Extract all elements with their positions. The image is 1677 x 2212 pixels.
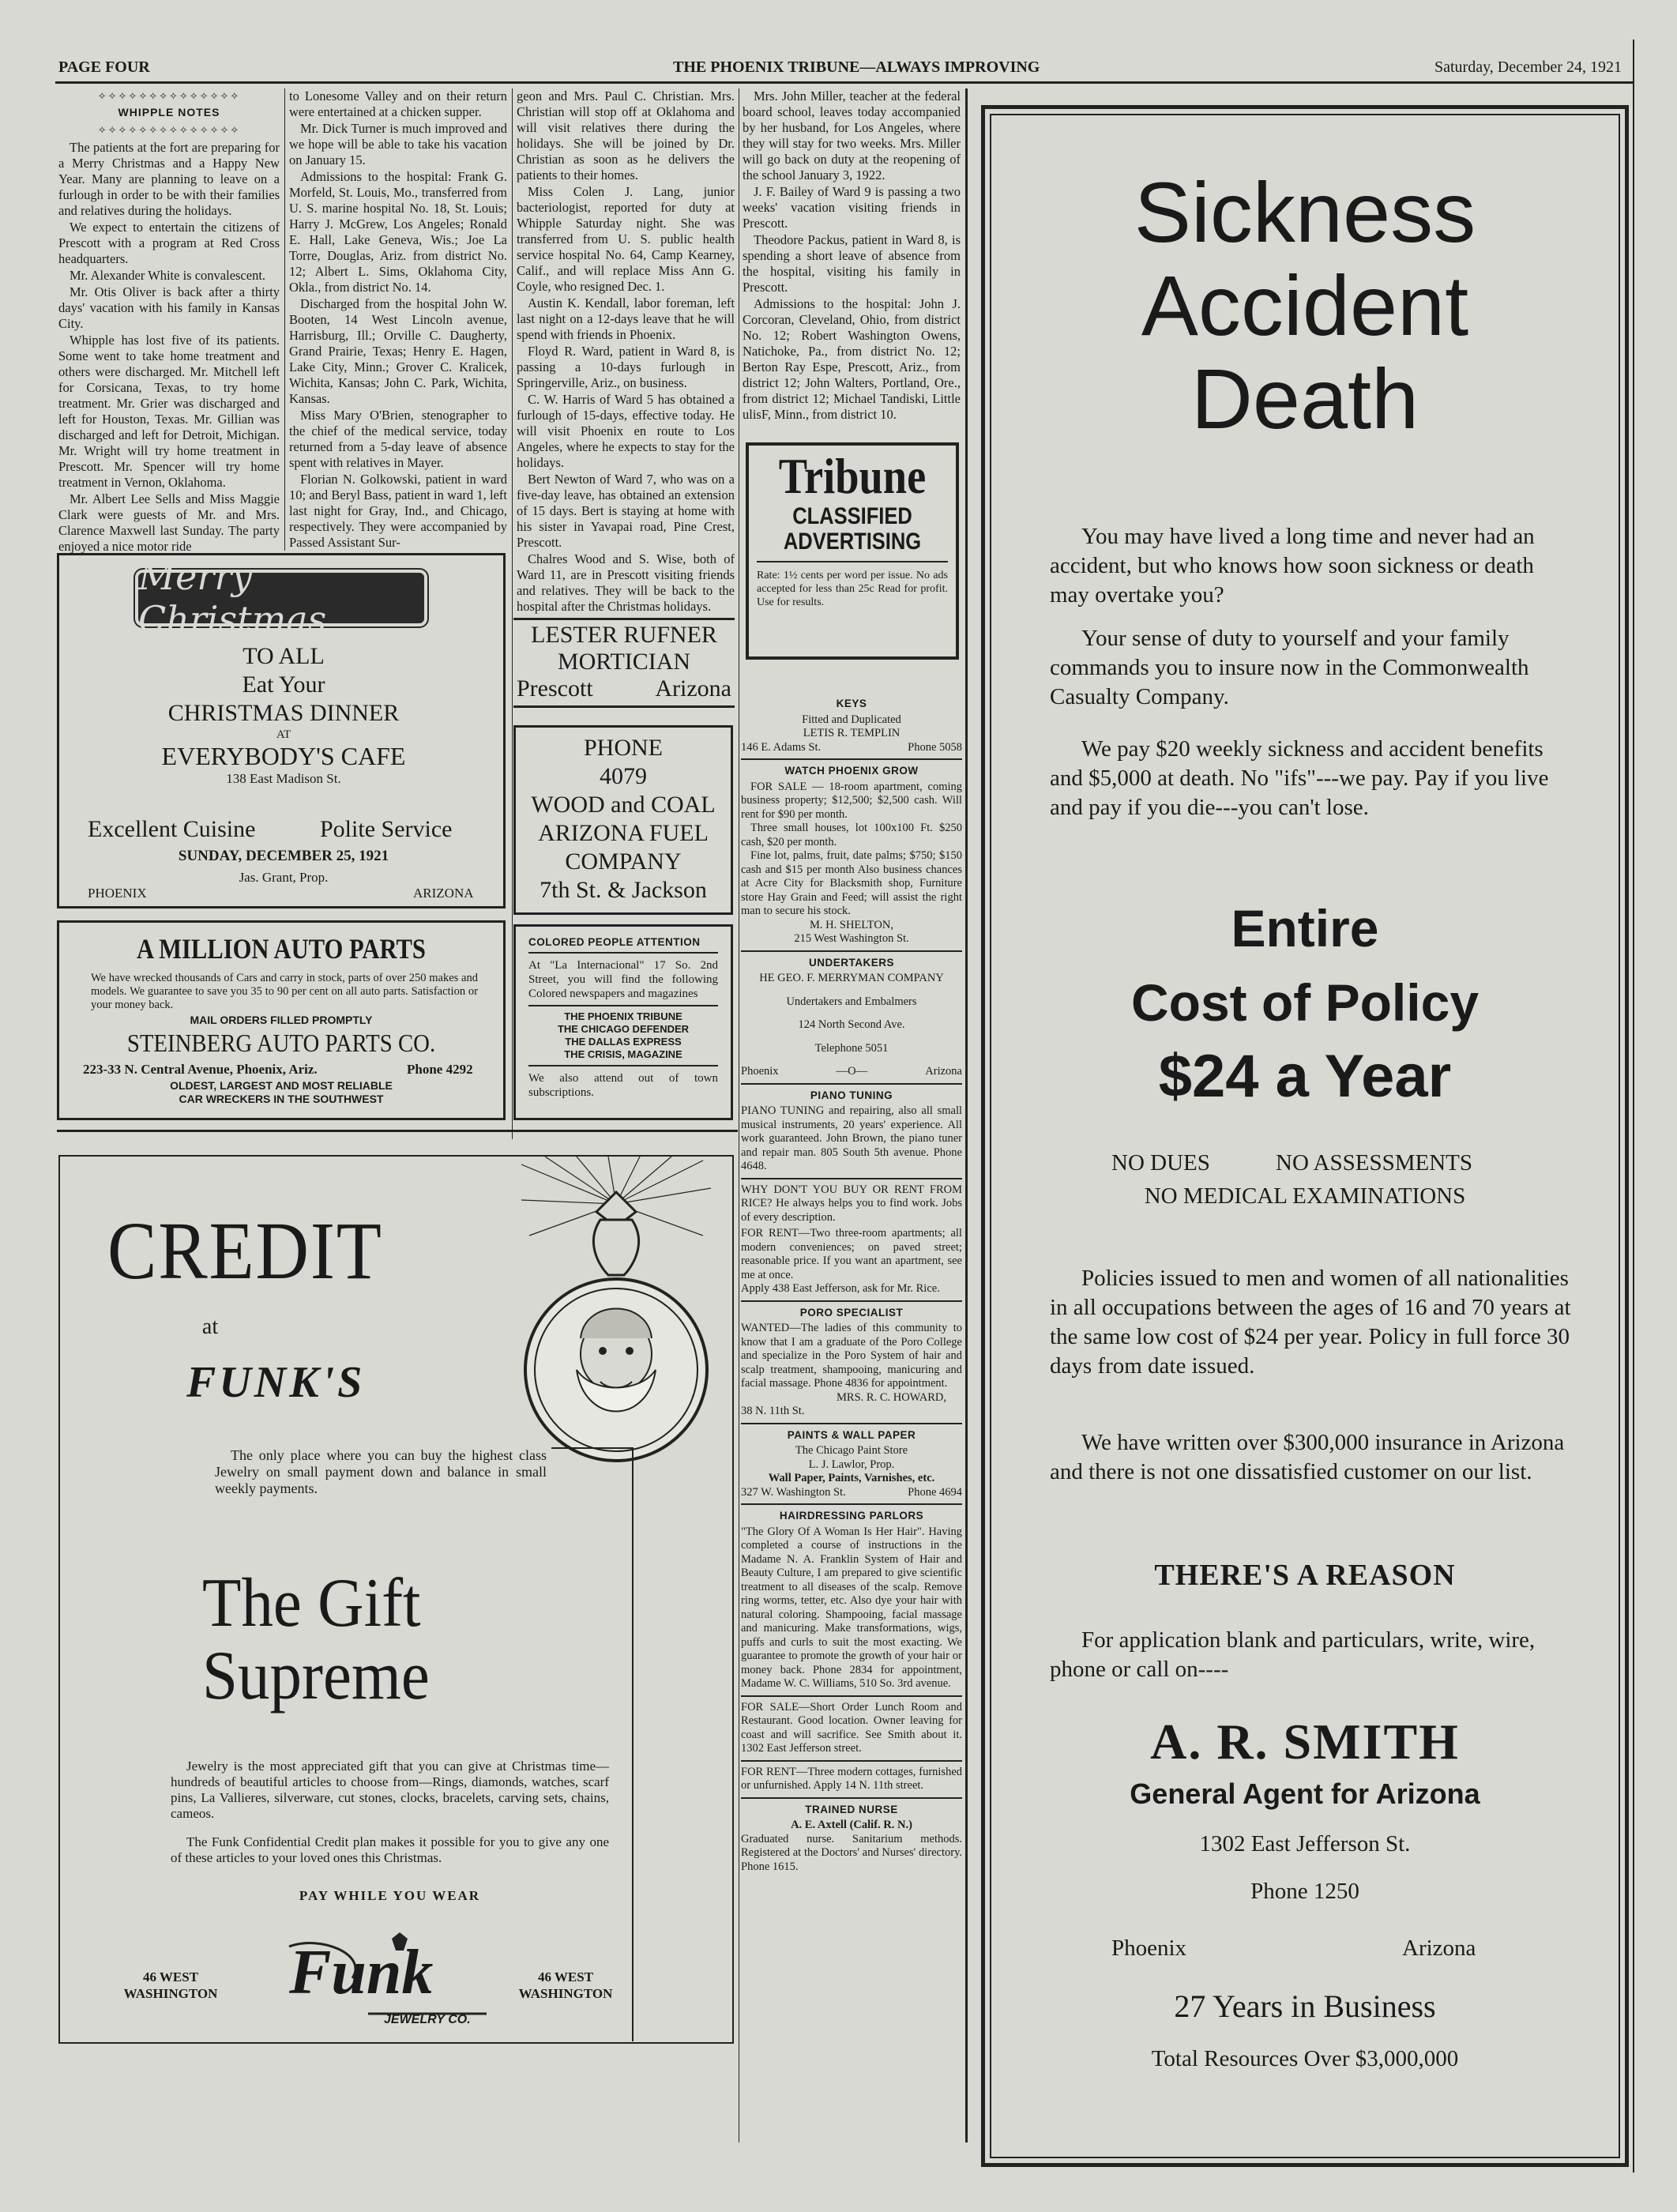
- column-rule: [284, 88, 285, 551]
- classified-rule: [757, 561, 948, 562]
- classified-divider: [741, 950, 962, 952]
- whipple-para: Mr. Dick Turner is much improved and we hope will be able to take his vacation on January 15.: [289, 121, 507, 167]
- classified-divider: [741, 1760, 962, 1762]
- keys-addr: 146 E. Adams St.: [741, 740, 822, 754]
- funk-address: 46 WEST: [142, 1969, 199, 1984]
- whipple-para: Austin K. Kendall, labor foreman, left last night on a 12-days leave that he will spend with friends in Phoenix.: [517, 295, 735, 342]
- agent-address: 1302 East Jefferson St.: [1199, 1831, 1411, 1856]
- colored-title: COLORED PEOPLE ATTENTION: [528, 936, 701, 948]
- watch-para: Three small houses, lot 100x100 Ft. $250 cash, $20 per month.: [741, 822, 962, 848]
- paper-title: THE PHOENIX TRIBUNE—ALWAYS IMPROVING: [673, 58, 1040, 76]
- auto-body: We have wrecked thousands of Cars and carry in stock, parts of over 250 makes and models. We guarantee to save you 35 to 90 per cent on all auto parts. Satisfaction or your money back.: [91, 972, 478, 1011]
- gift-heading-1: The Gift: [202, 1565, 421, 1642]
- classified-divider: [741, 1695, 962, 1697]
- santa-ornament-illustration: [521, 1157, 711, 1488]
- whipple-para: Mrs. John Miller, teacher at the federal board school, leaves today accompanied by her husband, for Los Angeles, where they will stay for two weeks. Mrs. Miller will go back on duty at the reopening of the school January 3, 1922.: [743, 88, 961, 182]
- headline-sickness: Sickness: [1134, 164, 1476, 260]
- poro-sig: 38 N. 11th St.: [741, 1405, 805, 1417]
- paper-name: THE DALLAS EXPRESS: [565, 1036, 682, 1048]
- whipple-para: Mr. Otis Oliver is back after a thirty days' vacation with his family in Kansas City.: [58, 284, 280, 331]
- funks-name: FUNK'S: [186, 1358, 366, 1407]
- undertaker-line: Undertakers and Embalmers: [786, 995, 917, 1008]
- colored-rule: [528, 1005, 718, 1006]
- ins-para-2: Your sense of duty to yourself and your family commands you to insure now in the Commonwealth Casualty Company.: [1050, 626, 1529, 709]
- whipple-para: Admissions to the hospital: Frank G. Morfeld, St. Louis, Mo., transferred from U. S. marine hospital No. 18, St. Louis; Harry J. McGrew, Los Angeles; Ronald E. Hall, Lake Geneva, Wis.; Joe La Torre, Douglas, Ariz. from district No. 12; Albert L. Sims, Oklahoma City, Okla., from district No. 14.: [289, 169, 507, 295]
- whipple-para: Chalres Wood and S. Wise, both of Ward 11, are in Prescott visiting friends and relatives. They will be back to the hospital after the Christmas holidays.: [517, 551, 735, 614]
- classified-word: CLASSIFIED: [792, 503, 912, 529]
- rent-sig: Apply 438 East Jefferson, ask for Mr. Rice.: [741, 1282, 940, 1295]
- classified-divider: [741, 1797, 962, 1799]
- auto-mail: MAIL ORDERS FILLED PROMPTLY: [190, 1014, 373, 1026]
- colored-rule: [528, 1065, 718, 1066]
- banner-text: Merry Christmas: [138, 555, 327, 641]
- piano-body: PIANO TUNING and repairing, also all small musical instruments, 20 years' experience. All work guaranteed. John Brown, the piano tuner and repair man. 805 South 5th avenue. Phone 4648.: [741, 1104, 962, 1172]
- gift-heading-2: Supreme: [202, 1638, 430, 1714]
- cafe-line: AT: [276, 728, 291, 741]
- watch-sig: 215 West Washington St.: [794, 932, 909, 945]
- cafe-line: TO ALL: [243, 643, 325, 669]
- fuel-ad: [513, 725, 733, 915]
- paint-line: The Chicago Paint Store: [795, 1444, 908, 1457]
- agent-name: A. R. SMITH: [1150, 1714, 1460, 1770]
- ins-para-6: For application blank and particulars, write, wire, phone or call on----: [1050, 1627, 1536, 1682]
- issue-date: Saturday, December 24, 1921: [1434, 58, 1622, 76]
- cafe-address: 138 East Madison St.: [226, 771, 341, 786]
- page-number: PAGE FOUR: [58, 58, 150, 76]
- auto-title: A MILLION AUTO PARTS: [137, 933, 426, 965]
- undertaker-line: Telephone 5051: [814, 1041, 889, 1055]
- classifieds-column: [741, 695, 962, 2141]
- no-medical: NO MEDICAL EXAMINATIONS: [1144, 1183, 1466, 1209]
- poro-head: PORO SPECIALIST: [799, 1306, 904, 1319]
- years-in-business: 27 Years in Business: [1174, 1988, 1436, 2024]
- nurse-body: Graduated nurse. Sanitarium methods. Registered at the Doctors' and Nurses' directory. Phone 1615.: [741, 1832, 962, 1873]
- credit-at: at: [201, 1315, 219, 1339]
- watch-para: Fine lot, palms, fruit, date palms; $750; $150 cash and $15 per month Also business chances at Acre City for Blacksmith shop, Furniture store Hay Grain and Feed; will assist the right man to secure his stock.: [741, 849, 962, 917]
- whipple-para: We expect to entertain the citizens of Prescott with a program at Red Cross headquarters.: [58, 220, 280, 266]
- cafe-prop: Jas. Grant, Prop.: [239, 870, 329, 885]
- section-rule: [57, 1130, 738, 1132]
- agent-city: Phoenix: [1111, 1936, 1187, 1961]
- piano-head: PIANO TUNING: [810, 1089, 893, 1101]
- masthead-rule: [55, 81, 1634, 84]
- paper-name: THE PHOENIX TRIBUNE: [564, 1010, 682, 1022]
- fuel-line: COMPANY: [565, 848, 682, 875]
- whipple-para: Theodore Packus, patient in Ward 8, is spending a short leave of absence from the hospital, visiting his family in Prescott.: [743, 232, 961, 295]
- ad-inner-rule: [551, 1447, 634, 1449]
- column-rule: [965, 88, 968, 2142]
- whipple-col-4: [743, 88, 961, 436]
- whipple-para: geon and Mrs. Paul C. Christian. Mrs. Christian will stop off at Oklahoma and will visit relatives there during the holidays. She will be joined by Dr. Christian as soon as he delivers the patients to their homes.: [517, 88, 735, 182]
- right-edge-rule: [1633, 40, 1634, 2172]
- paint-addr: 327 W. Washington St.: [741, 1485, 846, 1499]
- keys-head: KEYS: [836, 698, 867, 709]
- cafe-ad: [57, 553, 506, 908]
- funk-logo-text: Funk: [289, 1938, 434, 2007]
- cafe-line: CHRISTMAS DINNER: [167, 700, 400, 726]
- ins-para-4: Policies issued to men and women of all nationalities in all occupations between the ages of 16 and 70 years at the same low cost of $24 per year. Policy in full force 30 days from date issued.: [1050, 1266, 1571, 1379]
- ins-para-3: We pay $20 weekly sickness and accident benefits and $5,000 at death. No "ifs"---we pay. Pay if you live and pay if you die---you can't lose.: [1050, 736, 1549, 820]
- paper-name: THE CHICAGO DEFENDER: [557, 1023, 690, 1035]
- whipple-para: The patients at the fort are preparing for a Merry Christmas and a Happy New Year. Many are planning to leave on a furlough in order to be with their families and relatives during the holidays.: [58, 140, 280, 218]
- cafe-state: ARIZONA: [413, 886, 474, 901]
- price-heading: $24 a Year: [1158, 1043, 1452, 1110]
- colored-rule: [528, 952, 718, 954]
- no-dues: NO DUES: [1111, 1150, 1210, 1176]
- credit-heading: CREDIT: [107, 1206, 383, 1296]
- rufner-rule: [513, 705, 735, 708]
- poro-body: WANTED—The ladies of this community to know that I am a graduate of the Poro College and specialize in the Poro System of hair and scalp treatment, shampooing, manicuring and facial massage. Phone 4836 for appointment.: [741, 1322, 962, 1390]
- whipple-para: Admissions to the hospital: John J. Corcoran, Cleveland, Ohio, from district No. 12; Robert Washington Owens, Natichoke, Pa., from district No. 12; Berton Ray Espe, Prescott, Ariz., from district 12; John Walters, Portland, Ore., from district 12; Michael Tandiski, Little ulisF, Minn., from district 10.: [743, 296, 961, 422]
- paint-line: L. J. Lawlor, Prop.: [808, 1458, 895, 1471]
- ad-inner-rule: [632, 1449, 634, 2041]
- agent-state: Arizona: [1402, 1936, 1476, 1961]
- funk-jewelry-ad: [58, 1155, 734, 2044]
- ins-para-1: You may have lived a long time and never had an accident, but who knows how soon sickness or death may overtake you?: [1050, 524, 1535, 608]
- paint-line: Wall Paper, Paints, Varnishes, etc.: [768, 1472, 935, 1484]
- undertaker-state: Arizona: [925, 1065, 962, 1078]
- colored-people-ad: [513, 924, 733, 1120]
- undertaker-city: Phoenix: [741, 1065, 779, 1078]
- cafe-date: SUNDAY, DECEMBER 25, 1921: [178, 848, 389, 864]
- merry-christmas-banner: [138, 555, 424, 641]
- watch-sig: M. H. SHELTON,: [810, 918, 893, 931]
- ins-para-5: We have written over $300,000 insurance in Arizona and there is not one dissatisfied customer on our list.: [1050, 1430, 1565, 1484]
- cafe-left-tag: Excellent Cuisine: [88, 816, 256, 842]
- colored-footer: We also attend out of town subscriptions.: [528, 1072, 718, 1099]
- poro-sig: MRS. R. C. HOWARD,: [837, 1390, 946, 1404]
- whipple-col-1: [58, 88, 280, 554]
- cafe-line: Eat Your: [242, 672, 325, 698]
- auto-address: 223-33 N. Central Avenue, Phoenix, Ariz.: [83, 1062, 318, 1077]
- cafe-name: EVERYBODY'S CAFE: [161, 742, 406, 770]
- paint-head: PAINTS & WALL PAPER: [787, 1428, 916, 1441]
- classified-divider: [741, 1423, 962, 1424]
- funk-address: 46 WEST: [537, 1969, 594, 1984]
- funk-pay: PAY WHILE YOU WEAR: [299, 1888, 481, 1903]
- undertakers-head: UNDERTAKERS: [808, 956, 894, 969]
- fuel-line: WOOD and COAL: [531, 792, 716, 818]
- hair-body: "The Glory Of A Woman Is Her Hair". Having completed a course of instructions in the Madame N. A. Franklin System of Hair and Beauty Culture, I am prepared to give scientific treatment to all diseases of the scalp. Remove ring worms, tetter, etc. Also dye your hair with natural coloring. Shampooing, facial massage and manicuring. Make transformations, wigs, puffs and curls to suit the most exacting. We guarantee to promote the growth of your hair or money back. Phone 2834 for appointment, Madame W. C. Williams, 510 So. 3rd avenue.: [741, 1525, 962, 1690]
- funk-address: WASHINGTON: [123, 1986, 218, 2001]
- colored-body: At "La Internacional" 17 So. 2nd Street, you will find the following Colored newspapers and magazines: [528, 959, 718, 1000]
- paper-name: THE CRISIS, MAGAZINE: [564, 1048, 682, 1060]
- agent-title: General Agent for Arizona: [1130, 1778, 1480, 1810]
- watch-head: WATCH PHOENIX GROW: [784, 765, 919, 777]
- advertising-word: ADVERTISING: [783, 529, 922, 555]
- no-assessments: NO ASSESSMENTS: [1276, 1150, 1472, 1176]
- rice-body: WHY DON'T YOU BUY OR RENT FROM RICE? He always helps you to find work. Jobs of every description.: [741, 1183, 962, 1224]
- watch-para: FOR SALE — 18-room apartment, coming business property; $12,500; $2,500 cash. Will rent for $90 per month.: [741, 780, 962, 821]
- headline-death: Death: [1190, 351, 1419, 446]
- keys-line: Fitted and Duplicated: [802, 713, 901, 726]
- auto-phone: Phone 4292: [407, 1062, 473, 1077]
- nurse-name: A. E. Axtell (Calif. R. N.): [791, 1819, 912, 1831]
- rufner-state: Arizona: [655, 675, 731, 702]
- rufner-city: Prescott: [517, 675, 593, 702]
- entire-heading: Entire: [1231, 899, 1379, 957]
- rufner-name: LESTER RUFNER: [531, 622, 717, 648]
- auto-company: STEINBERG AUTO PARTS CO.: [126, 1029, 436, 1057]
- funk-logo-sub: JEWELRY CO.: [384, 2013, 471, 2026]
- whipple-para: Mr. Alexander White is convalescent.: [70, 268, 266, 283]
- cafe-city: PHOENIX: [88, 886, 147, 901]
- insurance-ad: [981, 105, 1629, 2167]
- whipple-para: Bert Newton of Ward 7, who was on a five-day leave, has obtained an extension of 15 days. Bert is staying at home with his sister in Yavapai road, Pine Crest, Prescott.: [517, 472, 735, 550]
- classified-divider: [741, 758, 962, 760]
- whipple-para: Mr. Albert Lee Sells and Miss Maggie Clark were guests of Mr. and Mrs. Clarence Maxwell last Sunday. The party enjoyed a nice motor ride: [58, 491, 280, 554]
- undertaker-line: HE GEO. F. MERRYMAN COMPANY: [759, 972, 944, 984]
- agent-phone: Phone 1250: [1250, 1879, 1359, 1904]
- whipple-para: Miss Mary O'Brien, stenographer to the chief of the medical service, today returned from a 5-day leave of absence spent with relatives in Mayer.: [289, 408, 507, 470]
- fuel-line: PHONE: [583, 735, 663, 761]
- whipple-para: Miss Colen J. Lang, junior bacteriologist, reported for duty at Whipple Saturday night. She was transferred from U. S. public health service hospital No. 64, Camp Kearney, Calif., and will replace Miss Ann G. Coyle, who resigned Dec. 1.: [517, 184, 735, 294]
- undertaker-line: 124 North Second Ave.: [798, 1018, 905, 1031]
- funk-address: WASHINGTON: [518, 1986, 613, 2001]
- whipple-col-2: [289, 88, 507, 551]
- classified-divider: [741, 1083, 962, 1085]
- keys-line: LETIS R. TEMPLIN: [803, 727, 901, 739]
- classified-divider: [741, 1503, 962, 1505]
- stars-top: ✧✧✧✧✧✧✧✧✧✧✧✧✧✧: [97, 90, 241, 102]
- undertaker-mid: —O—: [836, 1065, 868, 1078]
- headline-accident: Accident: [1141, 258, 1469, 353]
- funk-body: Jewelry is the most appreciated gift that you can give at Christmas time—hundreds of beautiful articles to choose from—Rings, diamonds, watches, scarf pins, La Vallieres, silverware, cut stones, clocks, bracelets, carving sets, chains, cameos.: [171, 1759, 609, 1821]
- auto-tag: OLDEST, LARGEST AND MOST RELIABLE: [170, 1079, 393, 1092]
- reason-heading: THERE'S A REASON: [1154, 1559, 1456, 1592]
- auto-tag: CAR WRECKERS IN THE SOUTHWEST: [179, 1093, 384, 1105]
- nurse-head: TRAINED NURSE: [805, 1803, 898, 1815]
- lunch-body: FOR SALE—Short Order Lunch Room and Restaurant. Good location. Owner leaving for coast and will sacrifice. See Smith about it. 1302 East Jefferson street.: [741, 1700, 962, 1755]
- rent-body: FOR RENT—Two three-room apartments; all modern conveniences; on paved street; reasonable price. If you want an apartment, see me at once.: [741, 1227, 962, 1281]
- whipple-para: Florian N. Golkowski, patient in ward 10; and Beryl Bass, patient in ward 1, left last night for Gray, Ind., and Chicago, respectively. They were accompanied by Passed Assistant Sur-: [289, 472, 507, 550]
- whipple-title: WHIPPLE NOTES: [118, 106, 220, 118]
- whipple-para: J. F. Bailey of Ward 9 is passing a two weeks' vacation visiting friends in Prescott.: [743, 184, 961, 231]
- tribune-title: Tribune: [778, 448, 927, 504]
- keys-phone: Phone 5058: [908, 740, 962, 754]
- classified-divider: [741, 1178, 962, 1179]
- paint-phone: Phone 4694: [908, 1485, 962, 1499]
- rufner-rule: [513, 618, 735, 620]
- whipple-para: C. W. Harris of Ward 5 has obtained a furlough of 15-days, effective today. He will visit Phoenix en route to Los Angeles, where he expects to stay for the holidays.: [517, 392, 735, 470]
- funk-intro: The only place where you can buy the highest class Jewelry on small payment down and balance in small weekly payments.: [215, 1447, 547, 1496]
- cottage-body: FOR RENT—Three modern cottages, furnished or unfurnished. Apply 14 N. 11th street.: [741, 1765, 962, 1792]
- rufner-ad: [513, 618, 735, 708]
- whipple-para: Whipple has lost five of its patients. Some went to take home treatment and others were discharged. Mr. Mitchell left for Corsicana, Texas, to try home treatment. Mr. Grier was discharged and left for Houston, Texas. Mr. Gillian was discharged and left for Detroit, Michigan. Mr. Wright will try home treatment in Prescott. Mr. Spencer will try home treatment in Vernon, Oklahoma.: [58, 333, 280, 490]
- funk-logo: [273, 1931, 510, 2033]
- cafe-right-tag: Polite Service: [320, 816, 453, 842]
- total-resources: Total Resources Over $3,000,000: [1151, 2046, 1459, 2071]
- rufner-title: MORTICIAN: [557, 649, 691, 675]
- stars-bottom: ✧✧✧✧✧✧✧✧✧✧✧✧✧✧: [97, 124, 241, 136]
- classified-header-box: [746, 442, 959, 660]
- whipple-para: Floyd R. Ward, patient in Ward 8, is passing a 10-days furlough in Springerville, Ariz., on business.: [517, 344, 735, 390]
- whipple-para: to Lonesome Valley and on their return were entertained at a chicken supper.: [289, 88, 507, 119]
- classified-divider: [741, 1300, 962, 1302]
- hair-head: HAIRDRESSING PARLORS: [779, 1510, 924, 1522]
- column-rule: [512, 88, 513, 1139]
- whipple-para: Discharged from the hospital John W. Booten, 14 West Lincoln avenue, Harrisburg, Ill.; Orville C. Daugherty, Grand Prairie, Texas; Henry E. Hagen, Lake City, Minn.; Grover C. Kralicek, Wichita, Kansas; John C. Park, Wichita, Kansas.: [289, 296, 507, 406]
- whipple-col-3: [517, 88, 735, 614]
- auto-parts-ad: [57, 920, 506, 1120]
- fuel-line: ARIZONA FUEL: [538, 820, 709, 846]
- fuel-line: 7th St. & Jackson: [540, 877, 707, 903]
- fuel-line: 4079: [600, 763, 647, 789]
- funk-plan: The Funk Confidential Credit plan makes it possible for you to give any one of these articles to your loved ones this Christmas.: [171, 1834, 609, 1865]
- classified-rate: Rate: 1½ cents per word per issue. No ads accepted for less than 25c Read for profit. Use for results.: [757, 570, 948, 608]
- cost-heading: Cost of Policy: [1130, 973, 1480, 1032]
